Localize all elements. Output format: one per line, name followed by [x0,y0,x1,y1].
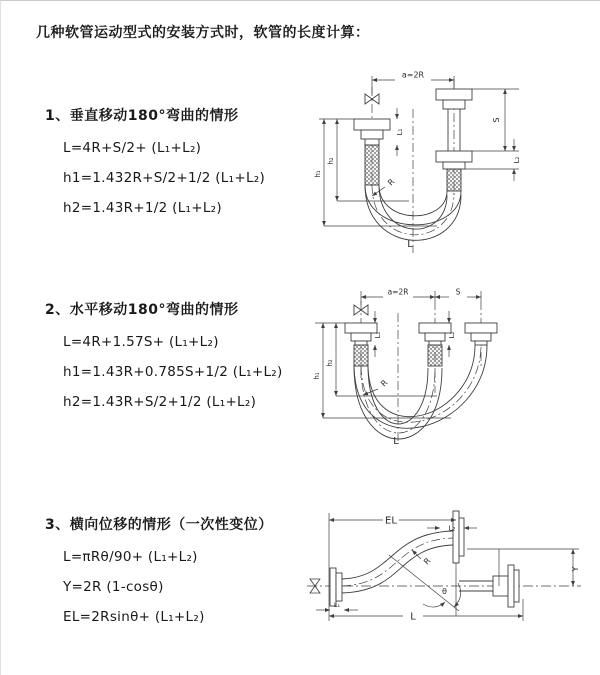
dim-label-travel-s: S [492,117,501,123]
dim-label-width: a=2R [387,287,409,297]
formula-y: Y=2R (1-cosθ) [63,579,164,595]
section-heading: 2、水平移动180°弯曲的情形 [45,302,239,318]
dim-label-l2: L₂ [448,524,456,533]
braided-hose-section [447,169,461,191]
dim-label-l1: L₁ [333,601,341,609]
dim-label-l1: L₁ [374,331,382,339]
centerlines [372,79,454,253]
radius-label: R [386,177,397,188]
section-heading: 3、横向位移的情形（一次性变位） [45,517,273,533]
displaced-end-flange [453,511,464,563]
braided-hose-section [365,145,379,185]
formula-h2: h2=1.43R+1/2 (L₁+L₂) [63,200,222,216]
hose-u-bend [354,345,487,439]
dim-label-h2: h₂ [327,157,335,165]
section-heading: 1、垂直移动180°弯曲的情形 [45,108,239,124]
dimension-lines [316,513,579,621]
length-label: L [407,239,413,250]
dim-label-h2: h₂ [326,359,334,367]
radius-construction-line [389,555,459,611]
construction-lines [389,549,499,616]
dim-label-l2: L₂ [448,331,456,339]
formula-length: L=4R+1.57S+ (L₁+L₂) [63,334,219,350]
formula-length: L=4R+S/2+ (L₁+L₂) [63,140,202,156]
length-label: L [393,436,399,447]
dim-label-l2: L₂ [513,156,521,164]
moving-end-fitting-moved [465,323,497,345]
section-lateral-displacement [45,514,325,632]
diagram-vertical-180-bend [309,67,534,259]
formula-length: L=πRθ/90+ (L₁+L₂) [63,549,198,565]
dim-label-travel-s: S [455,287,461,297]
page-title: 几种软管运动型式的安装方式时，软管的长度计算： [36,25,370,41]
length-label: L [410,611,416,623]
dimension-lines [319,76,519,226]
angle-label: θ [442,587,447,596]
radius-label: R [422,556,433,567]
diagram-horizontal-180-bend [309,283,544,455]
braided-hose-section [354,345,368,366]
formula-h1: h1=1.43R+0.785S+1/2 (L₁+L₂) [63,364,283,380]
moving-end-fitting [436,89,472,191]
dim-label-h1: h₁ [313,372,321,380]
section-vertical-180 [45,105,325,223]
dim-label-l1: L₁ [396,128,404,136]
fixed-end-fitting [354,119,390,185]
dim-label-el: EL [385,515,397,527]
section-horizontal-180 [45,299,325,417]
braided-hose-section [428,345,442,366]
moving-end-fitting-original [419,323,451,366]
dim-label-h1: h₁ [314,170,322,178]
formula-h1: h1=1.432R+S/2+1/2 (L₁+L₂) [63,170,266,186]
dim-label-y: Y [571,566,580,572]
fixed-end-fitting [345,323,377,366]
diagram-lateral-displacement [299,499,599,649]
formula-h2: h2=1.43R+S/2+1/2 (L₁+L₂) [63,394,257,410]
dim-label-width: a=2R [401,70,425,80]
centerlines [361,301,481,443]
radius-label: R [379,378,390,389]
formula-el: EL=2Rsinθ+ (L₁+L₂) [63,609,205,625]
